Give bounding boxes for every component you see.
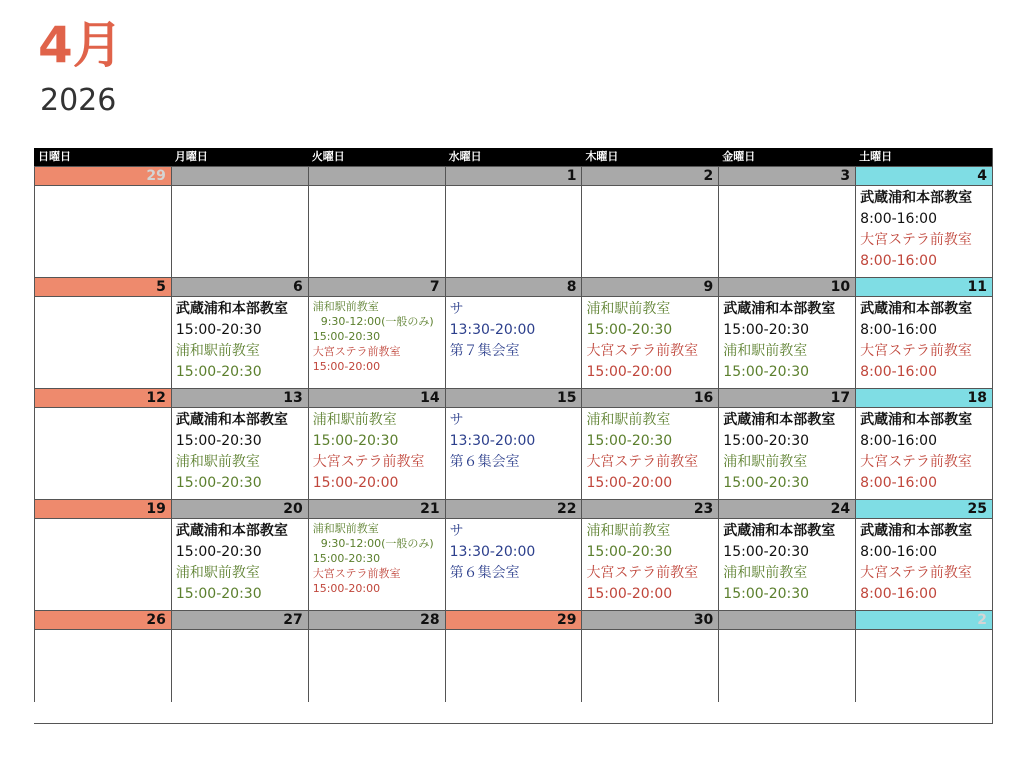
day-number: 23 xyxy=(582,499,718,519)
weekday-label-tue: 火曜日 xyxy=(311,150,345,163)
event-line: サ xyxy=(449,412,464,428)
event-line: 浦和駅前教室 xyxy=(312,412,397,428)
event-line: 大宮ステラ前教室 xyxy=(586,343,699,359)
day-events xyxy=(719,408,855,499)
day-events xyxy=(172,297,308,388)
day-events xyxy=(719,519,855,610)
weekday-label-mon: 月曜日 xyxy=(174,150,208,163)
day-number: 2 xyxy=(582,166,718,186)
event-line: 大宮ステラ前教室 xyxy=(312,454,425,470)
day-events xyxy=(719,630,855,702)
day-number: 26 xyxy=(35,610,171,630)
day-cell[interactable] xyxy=(718,610,855,702)
day-events xyxy=(172,408,308,499)
event-line: 15:00-20:00 xyxy=(586,475,673,491)
event-line: 15:00-20:00 xyxy=(586,586,673,602)
day-cell[interactable] xyxy=(855,166,992,277)
day-events xyxy=(446,519,582,610)
day-events xyxy=(172,519,308,610)
event-line: 15:00-20:30 xyxy=(723,475,810,491)
event-line: 15:00-20:30 xyxy=(723,433,810,449)
event-line: 大宮ステラ前教室 xyxy=(312,345,401,358)
event-line: 浦和駅前教室 xyxy=(175,343,260,359)
day-events xyxy=(856,408,992,499)
day-events xyxy=(582,186,718,277)
day-number: 27 xyxy=(172,610,308,630)
event-line: サ xyxy=(449,301,464,317)
event-line: 8:00-16:00 xyxy=(860,253,937,269)
event-line: 15:00-20:30 xyxy=(723,322,810,338)
day-cell[interactable] xyxy=(308,166,445,277)
day-cell[interactable] xyxy=(581,166,718,277)
day-cell[interactable] xyxy=(855,610,992,702)
day-events xyxy=(309,297,445,388)
event-line: 15:00-20:00 xyxy=(586,364,673,380)
day-cell[interactable] xyxy=(855,499,992,610)
day-number xyxy=(719,610,855,630)
day-number: 9 xyxy=(582,277,718,297)
event-line: 武蔵浦和本部教室 xyxy=(723,523,836,539)
day-number: 4 xyxy=(856,166,992,186)
weekday-label-sun: 日曜日 xyxy=(38,150,71,163)
event-line: 浦和駅前教室 xyxy=(312,522,379,535)
day-cell[interactable] xyxy=(718,166,855,277)
day-number: 3 xyxy=(719,166,855,186)
event-line: 15:00-20:30 xyxy=(723,364,810,380)
day-number: 18 xyxy=(856,388,992,408)
event-line: 8:00-16:00 xyxy=(860,544,937,560)
day-cell[interactable] xyxy=(718,388,855,499)
day-events xyxy=(856,519,992,610)
event-line: 15:00-20:30 xyxy=(175,322,262,338)
day-cell[interactable] xyxy=(171,388,308,499)
day-number: 12 xyxy=(35,388,171,408)
event-line: 15:00-20:30 xyxy=(586,544,673,560)
event-line: 15:00-20:00 xyxy=(312,475,399,491)
event-line: 15:00-20:00 xyxy=(312,360,381,373)
day-cell[interactable] xyxy=(34,166,171,277)
event-line: 15:00-20:30 xyxy=(312,433,399,449)
event-line: 大宮ステラ前教室 xyxy=(860,454,972,470)
day-events xyxy=(582,519,718,610)
event-line: 第６集会室 xyxy=(449,454,520,470)
day-cell[interactable] xyxy=(581,499,718,610)
event-line: 大宮ステラ前教室 xyxy=(860,343,972,359)
event-line: 15:00-20:30 xyxy=(175,364,262,380)
day-cell[interactable] xyxy=(308,499,445,610)
day-events xyxy=(582,408,718,499)
event-line: 15:00-20:30 xyxy=(175,475,262,491)
day-events xyxy=(719,297,855,388)
day-number: 8 xyxy=(446,277,582,297)
day-number: 14 xyxy=(309,388,445,408)
event-line: 13:30-20:00 xyxy=(449,433,536,449)
day-number: 17 xyxy=(719,388,855,408)
day-events xyxy=(35,297,171,388)
day-number: 5 xyxy=(35,277,171,297)
event-line: 9:30-12:00(一般のみ) xyxy=(320,537,434,550)
day-cell[interactable] xyxy=(308,610,445,702)
event-line: 大宮ステラ前教室 xyxy=(312,567,401,580)
day-events xyxy=(309,519,445,610)
day-number xyxy=(309,166,445,186)
day-number: 15 xyxy=(446,388,582,408)
event-line: 浦和駅前教室 xyxy=(723,343,808,359)
day-events xyxy=(856,186,992,277)
day-events xyxy=(582,297,718,388)
event-line: 15:00-20:30 xyxy=(175,433,262,449)
event-line: 浦和駅前教室 xyxy=(312,300,379,313)
event-line: 15:00-20:30 xyxy=(723,544,810,560)
event-line: 大宮ステラ前教室 xyxy=(860,232,972,248)
event-line: 8:00-16:00 xyxy=(860,475,937,491)
event-line: 13:30-20:00 xyxy=(449,322,536,338)
day-events xyxy=(856,297,992,388)
event-line: 大宮ステラ前教室 xyxy=(860,565,972,581)
day-number: 11 xyxy=(856,277,992,297)
day-number: 20 xyxy=(172,499,308,519)
event-line: 浦和駅前教室 xyxy=(175,565,260,581)
day-cell[interactable] xyxy=(308,277,445,388)
event-line: 浦和駅前教室 xyxy=(175,454,260,470)
event-line: サ xyxy=(449,523,464,539)
event-line: 浦和駅前教室 xyxy=(586,412,671,428)
day-cell[interactable] xyxy=(445,166,582,277)
event-line: 8:00-16:00 xyxy=(860,322,937,338)
day-events xyxy=(35,519,171,610)
event-line: 武蔵浦和本部教室 xyxy=(860,523,973,539)
event-line: 8:00-16:00 xyxy=(860,586,937,602)
day-number: 6 xyxy=(172,277,308,297)
day-events xyxy=(446,186,582,277)
day-cell[interactable] xyxy=(171,277,308,388)
event-line: 武蔵浦和本部教室 xyxy=(723,412,836,428)
day-events xyxy=(446,408,582,499)
event-line: 8:00-16:00 xyxy=(860,364,937,380)
day-events xyxy=(446,297,582,388)
event-line: 武蔵浦和本部教室 xyxy=(175,523,288,539)
day-events xyxy=(309,630,445,702)
day-number: 2 xyxy=(856,610,992,630)
year-label: 2026 xyxy=(40,83,117,118)
day-number: 13 xyxy=(172,388,308,408)
event-line: 浦和駅前教室 xyxy=(586,301,671,317)
week-row xyxy=(34,499,992,610)
week-row xyxy=(34,277,992,388)
event-line: 第６集会室 xyxy=(449,565,520,581)
day-cell[interactable] xyxy=(581,610,718,702)
week-row xyxy=(34,610,992,702)
event-line: 浦和駅前教室 xyxy=(723,565,808,581)
event-line: 15:00-20:30 xyxy=(723,586,810,602)
event-line: 15:00-20:30 xyxy=(175,544,262,560)
day-events xyxy=(35,186,171,277)
event-line: 15:00-20:30 xyxy=(312,552,381,565)
day-cell[interactable] xyxy=(171,499,308,610)
day-cell[interactable] xyxy=(855,388,992,499)
day-events xyxy=(172,186,308,277)
day-events xyxy=(582,630,718,702)
day-cell[interactable] xyxy=(34,610,171,702)
day-cell[interactable] xyxy=(445,277,582,388)
weekday-header xyxy=(34,148,992,166)
day-number: 1 xyxy=(446,166,582,186)
day-cell[interactable] xyxy=(308,388,445,499)
weekday-label-sat: 土曜日 xyxy=(859,150,893,163)
day-events xyxy=(719,186,855,277)
day-cell[interactable] xyxy=(445,499,582,610)
day-events xyxy=(446,630,582,702)
day-cell[interactable] xyxy=(718,499,855,610)
event-line: 武蔵浦和本部教室 xyxy=(860,412,973,428)
day-cell[interactable] xyxy=(718,277,855,388)
event-line: 15:00-20:30 xyxy=(586,322,673,338)
week-row xyxy=(34,166,992,277)
weekday-label-fri: 金曜日 xyxy=(722,150,756,163)
day-cell[interactable] xyxy=(581,388,718,499)
calendar-weeks xyxy=(34,166,992,702)
event-line: 武蔵浦和本部教室 xyxy=(860,190,973,206)
event-line: 15:00-20:00 xyxy=(312,582,381,595)
event-line: 9:30-12:00(一般のみ) xyxy=(320,315,434,328)
event-line: 大宮ステラ前教室 xyxy=(586,565,699,581)
day-cell[interactable] xyxy=(171,610,308,702)
day-number: 29 xyxy=(35,166,171,186)
event-line: 武蔵浦和本部教室 xyxy=(723,301,836,317)
event-line: 8:00-16:00 xyxy=(860,211,937,227)
day-events xyxy=(35,630,171,702)
day-number: 30 xyxy=(582,610,718,630)
event-line: 浦和駅前教室 xyxy=(723,454,808,470)
day-cell[interactable] xyxy=(855,277,992,388)
day-number: 22 xyxy=(446,499,582,519)
weekday-label-wed: 水曜日 xyxy=(448,150,482,163)
day-events xyxy=(172,630,308,702)
event-line: 8:00-16:00 xyxy=(860,433,937,449)
event-line: 15:00-20:30 xyxy=(175,586,262,602)
day-events xyxy=(309,186,445,277)
day-number: 25 xyxy=(856,499,992,519)
day-number: 28 xyxy=(309,610,445,630)
event-line: 15:00-20:30 xyxy=(586,433,673,449)
day-cell[interactable] xyxy=(34,277,171,388)
day-number: 24 xyxy=(719,499,855,519)
event-line: 大宮ステラ前教室 xyxy=(586,454,699,470)
day-cell[interactable] xyxy=(34,499,171,610)
day-number: 19 xyxy=(35,499,171,519)
day-cell[interactable] xyxy=(445,388,582,499)
month-title: 4月 xyxy=(38,16,123,74)
day-number: 10 xyxy=(719,277,855,297)
day-number: 7 xyxy=(309,277,445,297)
day-number: 16 xyxy=(582,388,718,408)
event-line: 浦和駅前教室 xyxy=(586,523,671,539)
day-number: 29 xyxy=(446,610,582,630)
event-line: 武蔵浦和本部教室 xyxy=(860,301,973,317)
day-cell[interactable] xyxy=(445,610,582,702)
event-line: 第７集会室 xyxy=(449,343,520,359)
day-number: 21 xyxy=(309,499,445,519)
weekday-label-thu: 木曜日 xyxy=(585,150,619,163)
day-number xyxy=(172,166,308,186)
event-line: 13:30-20:00 xyxy=(449,544,536,560)
event-line: 武蔵浦和本部教室 xyxy=(175,412,288,428)
day-events xyxy=(35,408,171,499)
day-events xyxy=(856,630,992,702)
day-cell[interactable] xyxy=(34,388,171,499)
day-events xyxy=(309,408,445,499)
event-line: 15:00-20:30 xyxy=(312,330,381,343)
week-row xyxy=(34,388,992,499)
day-cell[interactable] xyxy=(171,166,308,277)
day-cell[interactable] xyxy=(581,277,718,388)
calendar-grid xyxy=(34,148,993,724)
event-line: 武蔵浦和本部教室 xyxy=(175,301,288,317)
